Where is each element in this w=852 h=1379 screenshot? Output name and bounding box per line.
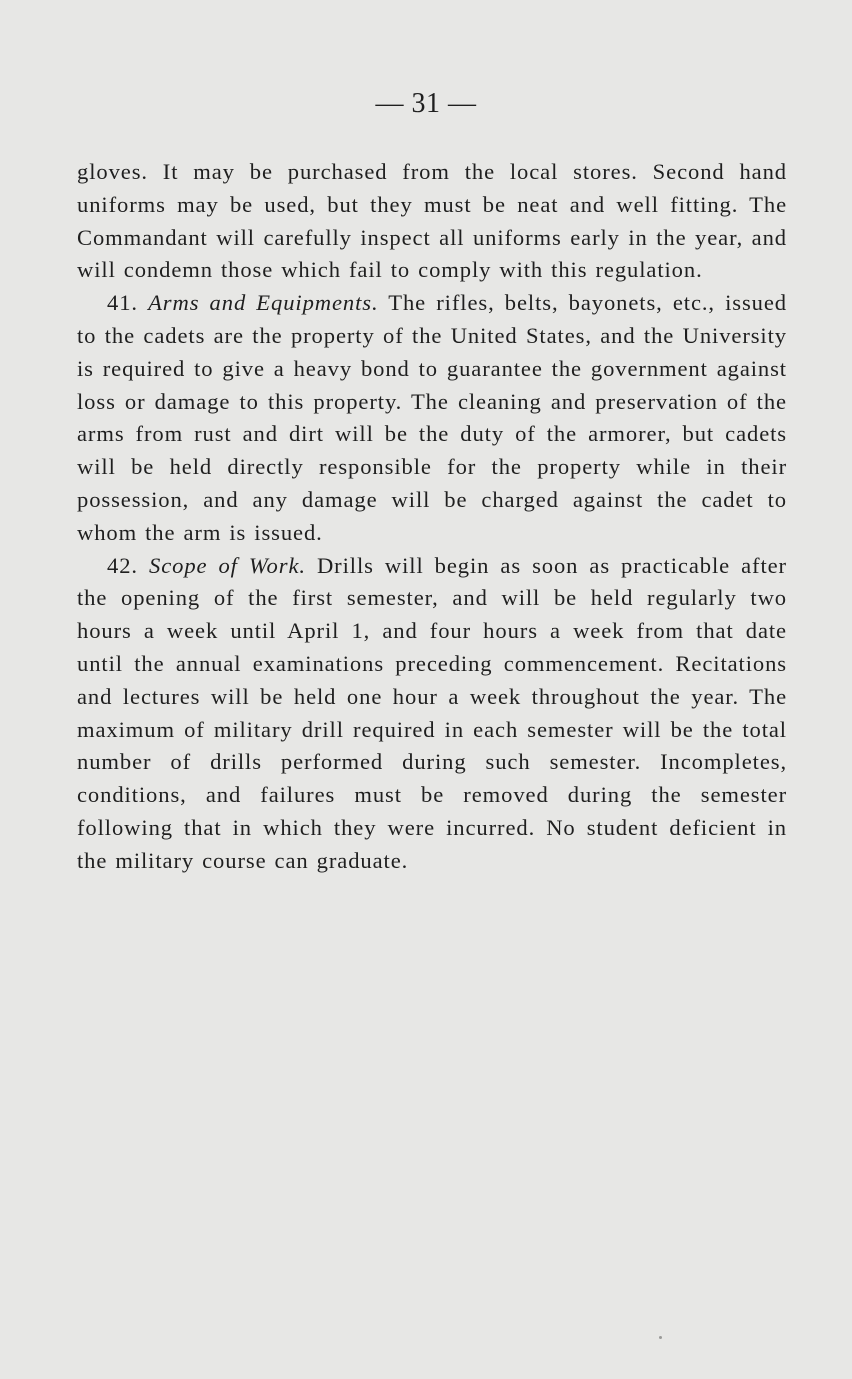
body-text bbox=[77, 156, 787, 878]
page-number: — 31 — bbox=[375, 88, 477, 119]
paragraph-number: 41. bbox=[107, 290, 138, 316]
paragraph-uniforms bbox=[77, 156, 787, 287]
paragraph-number: 42. bbox=[107, 552, 138, 578]
paragraph-uniforms-text: gloves. It may be purchased from the local stores. Second hand uniforms may be used, but they must be neat and well fitting. The Commandant will carefully inspect all uniforms early in the year, and will condemn those which fail to comply with this regulation. bbox=[77, 159, 787, 283]
paper-speck bbox=[659, 1336, 662, 1339]
paragraph-scope-of-work bbox=[77, 550, 787, 878]
paragraph-arms-and-equipments bbox=[77, 287, 787, 549]
section-heading: Scope of Work. bbox=[149, 552, 306, 578]
paragraph-scope-text: Drills will begin as soon as practicable after the opening of the first semester, and will be held regularly two hours a week until April 1, and four hours a week from that date until the annual examinations preceding commencement. Recitations and lectures will be held one hour a week throughout the year. The maximum of military drill required in each semester will be the total number of drills performed during such semester. Incompletes, conditions, and failures must be removed during the semester following that in which they were incurred. No student deficient in the military course can graduate. bbox=[77, 552, 787, 873]
section-heading: Arms and Equipments. bbox=[148, 290, 379, 316]
paragraph-arms-text: The rifles, belts, bayonets, etc., issued to the cadets are the property of the United States, and the University is required to give a heavy bond to guarantee the government against loss or damage to this property. The cleaning and preservation of the arms from rust and dirt will be the duty of the armorer, but cadets will be held directly responsible for the property while in their possession, and any damage will be charged against the cadet to whom the arm is issued. bbox=[77, 290, 787, 545]
